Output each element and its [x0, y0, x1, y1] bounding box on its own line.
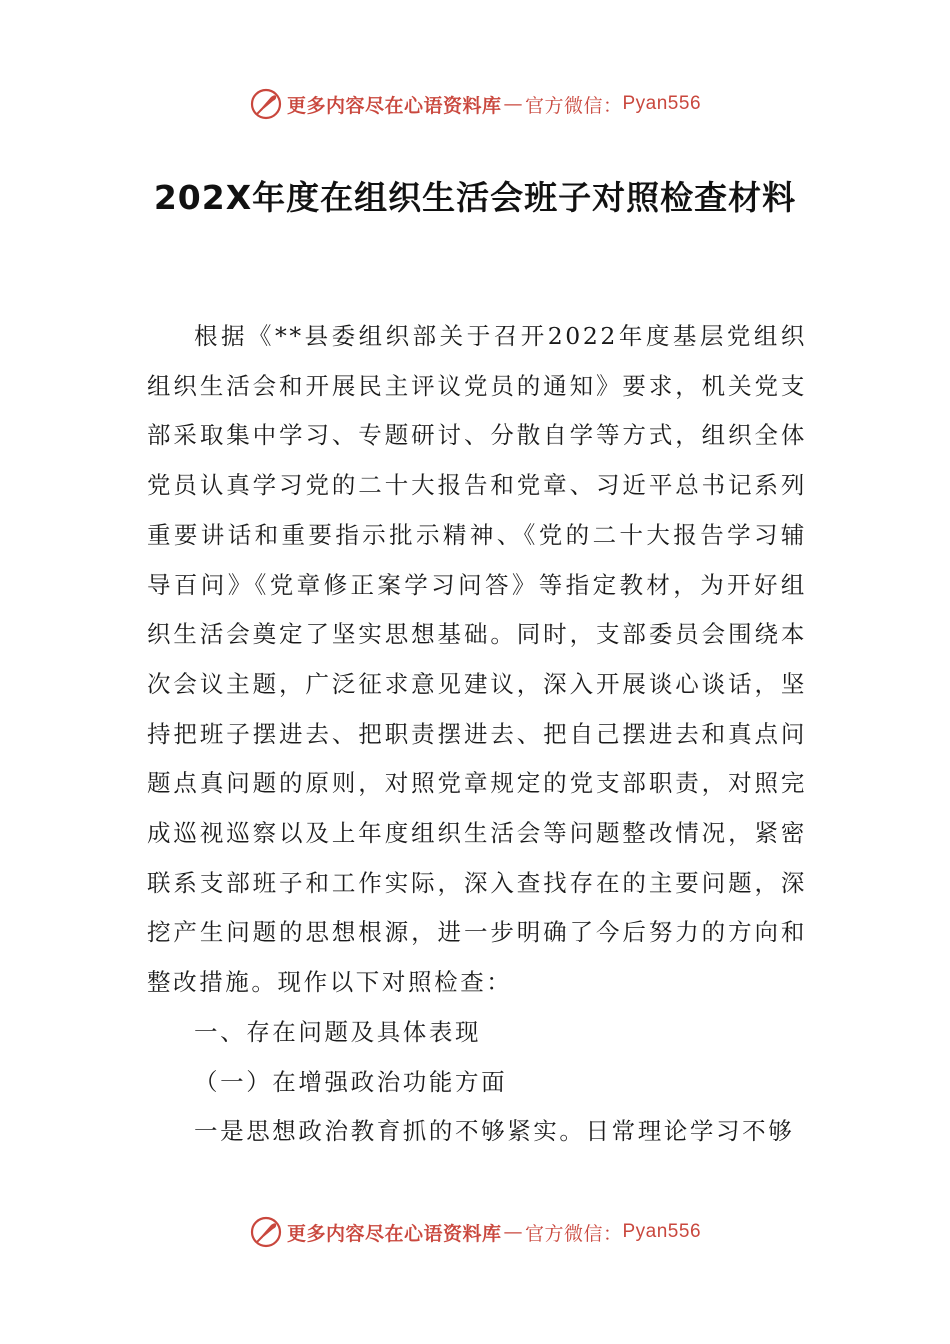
- document-body: [147, 312, 807, 1157]
- document-title: 202X年度在组织生活会班子对照检查材料: [153, 178, 797, 217]
- subsection-heading: （一）在增强政治功能方面: [194, 1067, 508, 1096]
- banner-site-text: 更多内容尽在心语资料库: [286, 94, 502, 117]
- banner-site-text: 更多内容尽在心语资料库: [286, 1222, 502, 1245]
- paragraph-point-one: 一是思想政治教育抓的不够紧实。日常理论学习不够: [194, 1117, 795, 1146]
- footer-banner: [0, 1210, 950, 1254]
- section-heading: 一、存在问题及具体表现: [194, 1017, 482, 1046]
- banner-wechat-id: Pyan556: [622, 1221, 702, 1242]
- banner-wechat-id: Pyan556: [622, 93, 702, 114]
- banner-wechat-label: 官方微信：: [524, 1222, 623, 1245]
- paragraph-intro: 根据《**县委组织部关于召开2022年度基层党组织组织生活会和开展民主评议党员的通知》要求，机关党支部采取集中学习、专题研讨、分散自学等方式，组织全体党员认真学习党的二十大报告和党章、习近平总书记系列重要讲话和重要指示批示精神、《党的二十大报告学习辅导百问》《党章修正案学习问答》等指定教材，为开好组织生活会奠定了坚实思想基础。同时，支部委员会围绕本次会议主题，广泛征求意见建议，深入开展谈心谈话，坚持把班子摆进去、把职责摆进去、把自己摆进去和真点问题点真问题的原则，对照党章规定的党支部职责，对照完成巡视巡察以及上年度组织生活会等问题整改情况，紧密联系支部班子和工作实际，深入查找存在的主要问题，深挖产生问题的思想根源，进一步明确了今后努力的方向和整改措施。现作以下对照检查：: [147, 322, 807, 997]
- banner-wechat-label: 官方微信：: [524, 94, 623, 117]
- banner-separator: —: [503, 93, 523, 115]
- banner-separator: —: [503, 1221, 523, 1243]
- header-banner: [0, 82, 950, 126]
- quill-logo-icon: [249, 87, 283, 121]
- quill-logo-icon: [249, 1215, 283, 1249]
